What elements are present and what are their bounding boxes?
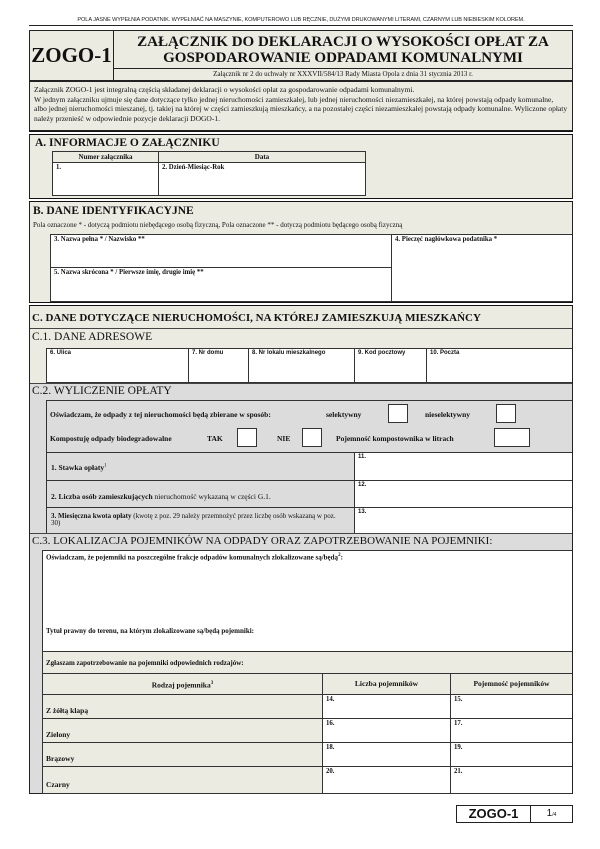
field-16-label: 16. (326, 720, 335, 727)
legal-title-label: Tytuł prawny do terenu, na którym zlokalizowane są/będą pojemniki: (46, 627, 255, 635)
row-label-bold: 3. Miesięczna kwota opłaty (51, 512, 132, 520)
field-10-poczta[interactable] (426, 348, 572, 383)
field-5-label: 5. Nazwa skrócona * / Pierwsze imię, drugie imię ** (54, 269, 204, 276)
nonselective-checkbox[interactable] (496, 404, 516, 423)
field-2-data[interactable] (158, 162, 366, 196)
field-3-label: 3. Nazwa pełna * / Nazwisko ** (54, 236, 145, 243)
field-6-ulica[interactable] (46, 348, 189, 383)
field-2-label: 2. Dzień-Miesiąc-Rok (162, 164, 225, 171)
field-4-pieczec[interactable] (391, 234, 572, 302)
col-rodzaj-pojemnika (42, 673, 323, 695)
compost-yes-label: TAK (207, 434, 223, 443)
selective-label: selektywny (326, 410, 362, 419)
field-16[interactable] (322, 718, 451, 743)
field-17-label: 17. (454, 720, 463, 727)
field-12-label: 12. (358, 482, 367, 488)
section-c (30, 306, 572, 383)
field-7-label: 7. Nr domu (192, 350, 224, 356)
field-11-label: 11. (358, 454, 367, 460)
row-label (51, 492, 271, 501)
form-subtitle: Załącznik nr 2 do uchwały nr XXXVII/584/13 Rady Miasta Opola z dnia 31 stycznia 2013 r. (113, 68, 573, 81)
field-11[interactable] (354, 452, 572, 481)
page-total: /4 (552, 812, 557, 818)
col-pojemnosc-pojemnikow: Pojemność pojemników (450, 673, 572, 695)
field-10-label: 10. Poczta (430, 350, 460, 356)
col-liczba-pojemnikow: Liczba pojemników (322, 673, 451, 695)
compost-no-checkbox[interactable] (302, 428, 322, 447)
container-type-label: Z żółtą klapą (46, 706, 89, 715)
container-request-label: Zgłaszam zapotrzebowanie na pojemniki odpowiednich rodzajów: (46, 659, 244, 667)
col-rodzaj-label: Rodzaj pojemnika (151, 680, 211, 690)
section-a (30, 135, 572, 198)
section-c2 (30, 383, 572, 533)
container-type-row (42, 718, 323, 743)
section-a-title: A. INFORMACJE O ZAŁĄCZNIKU (35, 137, 220, 149)
form-title-line1: ZAŁĄCZNIK DO DEKLARACJI O WYSOKOŚCI OPŁAT ZA (137, 34, 549, 50)
intro-line2: W jednym załączniku ujmuje się dane dotyczące tylko jednej nieruchomości zamieszkałej, lub jednej nieruchomości niezamieszkałej, na której powstają odpady komunalne, albo jednej nieruchomości mieszanej, tj. takiej na której w części zamieszkują mieszkańcy, a na pozostałej części niezamieszkałej powstają odpady komunalne. Wyliczone opłaty należy przenieść w odpowiednie pozycje deklaracji DOGO-1. (34, 94, 568, 123)
field-6-label: 6. Ulica (50, 350, 72, 356)
field-3-nazwa-pelna[interactable] (50, 234, 392, 268)
field-8-label: 8. Nr lokalu mieszkalnego (252, 350, 326, 356)
intro-text (29, 81, 573, 131)
row-label-bold: 1. Stawka opłaty (51, 463, 105, 472)
container-type-label: Brązowy (46, 754, 75, 763)
field-19-label: 19. (454, 744, 463, 751)
row-liczba-osob (46, 480, 355, 508)
container-request-row (42, 651, 572, 674)
instructions-note: POLA JASNE WYPEŁNIA PODATNIK. WYPEŁNIAĆ NA MASZYNIE, KOMPUTEROWO LUB RĘCZNIE, DUŻYMI DRUKOWANYMI LITERAMI, CZARNYM LUB NIEBIESKIM KOLOREM. (29, 17, 573, 26)
location-label-text: Oświadczam, że pojemniki na poszczególne frakcje odpadów komunalnych zlokalizowane są/będą (46, 553, 339, 562)
field-14-label: 14. (326, 696, 335, 703)
field-7-nr-domu[interactable] (188, 348, 249, 383)
compost-capacity-input[interactable] (494, 428, 530, 447)
location-label: Oświadczam, że pojemniki na poszczególne frakcje odpadów komunalnych zlokalizowane są/będą$^2$: (46, 553, 343, 562)
compost-label: Kompostuję odpady biodegradowalne (50, 434, 172, 443)
form-title-line2: GOSPODAROWANIE ODPADAMI KOMUNALNYMI (163, 50, 523, 66)
container-type-label: Zielony (46, 730, 71, 739)
row-label-bold: 2. Liczba osób zamieszkujących (51, 492, 153, 501)
field-9-kod-pocztowy[interactable] (354, 348, 427, 383)
container-location-input[interactable] (42, 550, 572, 652)
divider (30, 328, 572, 329)
field-13[interactable] (354, 507, 572, 534)
field-19[interactable] (450, 742, 572, 767)
section-b-title: B. DANE IDENTYFIKACYJNE (33, 205, 194, 217)
footer-form-code: ZOGO-1 (457, 806, 531, 822)
field-12[interactable] (354, 480, 572, 508)
row-label-rest: nieruchomość wykazaną w części G.1. (152, 492, 271, 501)
form-code: ZOGO-1 (29, 30, 114, 81)
field-15-label: 15. (454, 696, 463, 703)
compost-no-label: NIE (277, 434, 291, 443)
col-data: Data (158, 151, 366, 163)
section-c-title: C. DANE DOTYCZĄCE NIERUCHOMOŚCI, NA KTÓREJ ZAMIESZKUJĄ MIESZKAŃCY (32, 312, 481, 324)
section-c2-title: C.2. WYLICZENIE OPŁATY (32, 385, 172, 397)
row-label-rest: (kwotę z poz. 29 należy przemnożyć przez liczbę osób wskazaną w poz. 30) (51, 512, 336, 527)
compost-yes-checkbox[interactable] (237, 428, 257, 447)
intro-line1: Załącznik ZOGO-1 jest integralną częścią składanej deklaracji o wysokości opłat za gospodarowanie odpadami komunalnymi. (34, 85, 415, 94)
field-18-label: 18. (326, 744, 335, 751)
section-c1-title: C.1. DANE ADRESOWE (32, 331, 153, 343)
section-b-note: Pola oznaczone * - dotyczą podmiotu niebędącego osobą fizyczną, Pola oznaczone ** - dotyczą podmiotu będącego osobą fizyczną (33, 221, 403, 229)
field-21-label: 21. (454, 768, 463, 775)
section-b (30, 202, 572, 302)
container-type-row (42, 742, 323, 767)
page-current: 1 (546, 808, 553, 819)
section-c3 (30, 533, 572, 793)
field-18[interactable] (322, 742, 451, 767)
section-c3-title: C.3. LOKALIZACJA POJEMNIKÓW NA ODPADY ORAZ ZAPOTRZEBOWANIE NA POJEMNIKI: (32, 535, 493, 547)
row-label (51, 513, 341, 527)
field-17[interactable] (450, 718, 572, 743)
container-type-label: Czarny (46, 780, 70, 789)
selective-checkbox[interactable] (388, 404, 408, 423)
field-9-label: 9. Kod pocztowy (358, 350, 406, 356)
field-20-label: 20. (326, 768, 335, 775)
row-label (51, 463, 107, 472)
nonselective-label: nieselektywny (425, 410, 470, 419)
footnote-ref: 3 (210, 681, 214, 686)
col-numer-zalacznika: Numer załącznika (52, 151, 159, 163)
page-number (531, 806, 572, 822)
container-type-row (42, 766, 323, 794)
field-1-label: 1. (56, 164, 62, 171)
footnote-ref: 2 (338, 553, 341, 558)
field-1-numer[interactable] (52, 162, 159, 196)
field-4-label: 4. Pieczęć nagłówkowa podatnika * (395, 236, 498, 243)
form-title (113, 30, 573, 69)
field-5-nazwa-skrocona[interactable] (50, 267, 392, 302)
field-15[interactable] (450, 694, 572, 719)
field-20[interactable] (322, 766, 451, 794)
row-miesieczna-kwota (46, 507, 355, 534)
collection-method-label: Oświadczam, że odpady z tej nieruchomości będą zbierane w sposób: (50, 410, 271, 419)
footnote-ref: 1 (104, 463, 107, 469)
field-13-label: 13. (358, 509, 367, 515)
row-stawka-oplaty (46, 452, 355, 481)
container-type-row (42, 694, 323, 719)
compost-capacity-label: Pojemność kompostownika w litrach (336, 434, 454, 443)
page-footer (456, 805, 573, 823)
field-21[interactable] (450, 766, 572, 794)
field-14[interactable] (322, 694, 451, 719)
field-8-nr-lokalu[interactable] (248, 348, 355, 383)
